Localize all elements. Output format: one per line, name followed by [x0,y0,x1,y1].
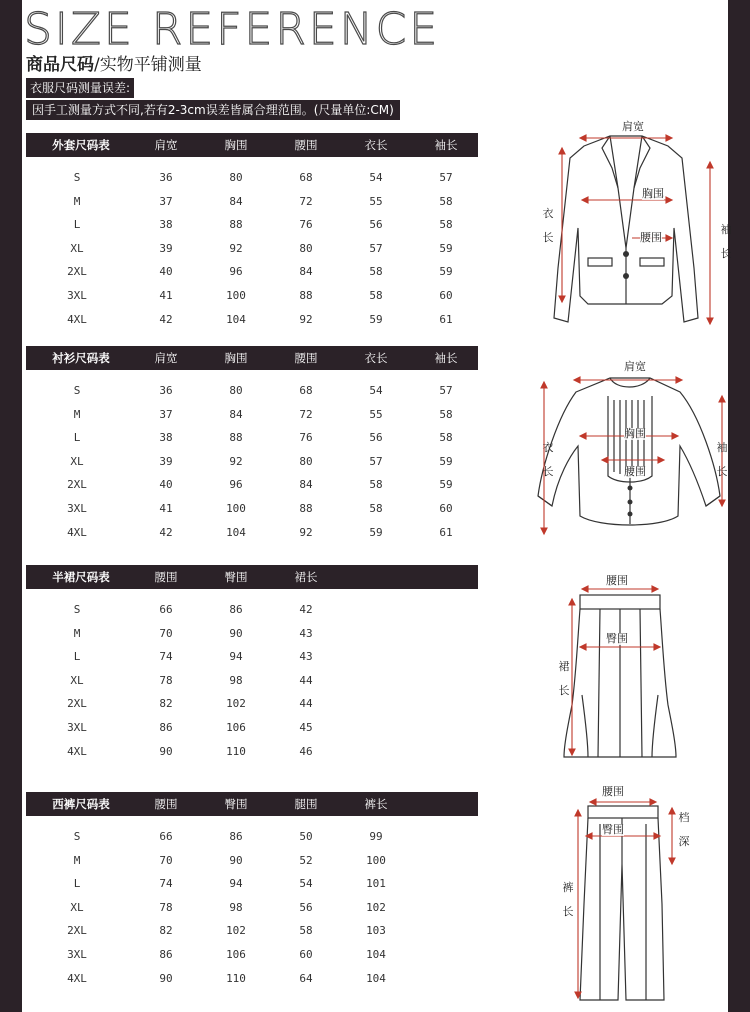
table-cell: 86 [229,603,243,616]
table-spacer [26,157,478,167]
table-cell: 39 [159,454,173,468]
size-label: S [73,603,81,616]
table-cell: 80 [299,454,313,468]
column-header: 臀围 [224,570,248,584]
table-cell: 96 [229,265,243,279]
table-cell: 64 [299,971,313,985]
page-title: SIZE REFERENCE [24,4,441,55]
table-cell: 94 [229,877,243,891]
shirt-figure [520,356,728,546]
table-cell: 104 [226,312,246,326]
note-range: 因手工测量方式不同,若有2-3cm误差皆属合理范围。(尺量单位:CM) [26,100,400,120]
table-cell: 54 [369,384,383,397]
column-header: 袖长 [434,138,458,152]
table-row [26,920,478,944]
skirt-length-label: 裙长 [558,660,570,697]
size-label: L [73,431,81,445]
size-reference-page [22,0,732,1012]
size-label: 2XL [67,478,87,492]
table-row [26,670,478,694]
size-table [26,133,478,332]
table-cell: 106 [226,947,246,961]
table-cell: 98 [229,900,243,914]
table-cell: 110 [226,744,246,758]
size-label: S [73,384,81,397]
table-row [26,191,478,215]
table-cell: 36 [159,384,173,397]
table-row [26,451,478,475]
table-spacer [26,370,478,380]
table-cell: 66 [159,830,173,843]
table-row [26,380,478,404]
jacket-sleeve-label: 袖长 [720,223,732,260]
size-label: S [73,830,81,843]
shirt-chest-label: 胸围 [624,427,646,440]
table-cell: 100 [226,501,246,515]
table-cell: 102 [226,697,246,711]
table-row [26,623,478,647]
table-row [26,717,478,741]
right-frame [728,0,750,1012]
table-cell: 46 [299,744,313,758]
table-cell: 92 [229,241,243,255]
table-row [26,968,478,992]
table-row [26,944,478,968]
table-title: 西裤尺码表 [52,797,110,811]
column-header: 肩宽 [154,138,178,152]
left-frame [0,0,22,1012]
table-cell: 80 [299,241,313,255]
table-cell: 100 [366,853,386,867]
size-label: 2XL [67,697,87,711]
table-cell: 78 [159,673,173,687]
subtitle [26,50,202,75]
size-table [26,792,478,991]
table-cell: 90 [229,626,243,640]
table-cell: 43 [299,650,313,664]
table-cell: 38 [159,218,173,232]
shirt-waist-label: 腰围 [624,465,646,478]
table-cell: 84 [299,265,313,279]
table-cell: 96 [229,478,243,492]
table-cell: 58 [439,431,453,445]
table-row [26,261,478,285]
table-cell: 80 [229,384,243,397]
table-cell: 86 [159,720,173,734]
table-cell: 61 [439,312,453,326]
size-table [26,346,478,545]
size-label: 4XL [67,744,87,758]
table-cell: 104 [366,971,386,985]
column-header: 衣长 [364,138,388,152]
column-header: 袖长 [434,351,458,365]
table-row [26,522,478,546]
table-row [26,646,478,670]
table-cell: 86 [159,947,173,961]
table-cell: 43 [299,626,313,640]
table-cell: 57 [369,241,383,255]
table-cell: 78 [159,900,173,914]
table-cell: 98 [229,673,243,687]
table-cell: 102 [226,924,246,938]
size-label: XL [70,454,84,468]
table-cell: 88 [229,431,243,445]
table-row [26,474,478,498]
column-header: 腿围 [294,797,318,811]
table-cell: 84 [229,194,243,208]
table-cell: 84 [229,407,243,421]
size-label: 4XL [67,525,87,539]
jacket-length-label: 衣长 [542,207,554,244]
size-label: XL [70,241,84,255]
table-cell: 59 [439,478,453,492]
column-header: 臀围 [224,797,248,811]
table-cell: 68 [299,384,313,397]
size-label: 4XL [67,971,87,985]
table-cell: 40 [159,265,173,279]
table-row [26,873,478,897]
table-spacer [26,589,478,599]
table-row [26,826,478,850]
table-cell: 56 [299,900,313,914]
table-row [26,599,478,623]
skirt-hip-label: 臀围 [606,632,628,645]
table-cell: 57 [439,171,453,184]
table-title: 衬衫尺码表 [52,351,110,365]
subtitle-bold: 商品尺码 [26,55,94,75]
table-row [26,309,478,333]
table-cell: 57 [369,454,383,468]
table-cell: 60 [439,501,453,515]
table-row [26,167,478,191]
column-header: 胸围 [224,138,248,152]
size-label: 2XL [67,265,87,279]
table-cell: 104 [226,525,246,539]
table-row [26,897,478,921]
table-cell: 59 [439,241,453,255]
table-row [26,285,478,309]
column-header: 裤长 [364,797,388,811]
table-cell: 50 [299,830,313,843]
table-cell: 68 [299,171,313,184]
table-cell: 88 [229,218,243,232]
pants-hip-label: 臀围 [602,823,624,836]
table-cell: 72 [299,194,313,208]
table-cell: 66 [159,603,173,616]
size-label: XL [70,673,84,687]
table-cell: 58 [439,194,453,208]
table-cell: 110 [226,971,246,985]
table-cell: 59 [369,312,383,326]
table-cell: 88 [299,501,313,515]
table-cell: 70 [159,853,173,867]
column-header: 胸围 [224,351,248,365]
table-cell: 90 [229,853,243,867]
jacket-shoulder-label: 肩宽 [622,120,644,133]
table-cell: 55 [369,407,383,421]
size-label: S [73,171,81,184]
table-spacer [26,816,478,826]
table-row [26,498,478,522]
table-row [26,693,478,717]
skirt-waist-label: 腰围 [606,574,628,587]
jacket-chest-label: 胸围 [642,187,664,200]
table-cell: 54 [369,171,383,184]
pants-rise-label: 档深 [678,811,690,848]
table-cell: 55 [369,194,383,208]
table-cell: 82 [159,697,173,711]
table-row [26,850,478,874]
table-cell: 57 [439,384,453,397]
table-cell: 58 [439,407,453,421]
jacket-figure [522,118,732,333]
subtitle-rest: /实物平铺测量 [94,55,202,75]
size-label: L [73,650,81,664]
table-cell: 61 [439,525,453,539]
table-title: 外套尺码表 [52,138,110,152]
table-cell: 58 [299,924,313,938]
table-cell: 92 [229,454,243,468]
size-label: 3XL [67,288,87,302]
column-header: 腰围 [154,570,178,584]
size-label: M [73,853,81,867]
size-label: 3XL [67,947,87,961]
table-cell: 74 [159,877,173,891]
table-cell: 60 [439,288,453,302]
size-label: 4XL [67,312,87,326]
table-cell: 76 [299,218,313,232]
table-title: 半裙尺码表 [52,570,110,584]
table-cell: 88 [299,288,313,302]
table-cell: 59 [369,525,383,539]
table-cell: 58 [439,218,453,232]
table-cell: 102 [366,900,386,914]
table-cell: 70 [159,626,173,640]
column-header: 衣长 [364,351,388,365]
size-label: 3XL [67,501,87,515]
table-cell: 40 [159,478,173,492]
shirt-length-label: 衣长 [542,441,554,478]
size-label: M [73,407,81,421]
table-cell: 39 [159,241,173,255]
table-row [26,238,478,262]
table-cell: 37 [159,407,173,421]
table-cell: 56 [369,431,383,445]
table-cell: 60 [299,947,313,961]
table-cell: 59 [439,454,453,468]
table-header [26,133,478,157]
table-cell: 82 [159,924,173,938]
column-header: 肩宽 [154,351,178,365]
table-cell: 42 [159,525,173,539]
table-header [26,792,478,816]
size-label: M [73,626,81,640]
table-cell: 58 [369,478,383,492]
table-cell: 92 [299,525,313,539]
pants-length-label: 裤长 [562,881,574,918]
table-cell: 44 [299,697,313,711]
table-cell: 41 [159,501,173,515]
table-cell: 36 [159,171,173,184]
table-cell: 37 [159,194,173,208]
table-cell: 45 [299,720,313,734]
table-cell: 80 [229,171,243,184]
table-cell: 54 [299,877,313,891]
table-cell: 90 [159,744,173,758]
table-cell: 101 [366,877,386,891]
table-row [26,404,478,428]
jacket-waist-label: 腰围 [640,231,662,244]
size-label: XL [70,900,84,914]
table-cell: 59 [439,265,453,279]
table-cell: 72 [299,407,313,421]
table-cell: 56 [369,218,383,232]
table-cell: 100 [226,288,246,302]
table-cell: 94 [229,650,243,664]
table-cell: 58 [369,265,383,279]
column-header: 腰围 [294,351,318,365]
table-row [26,427,478,451]
column-header: 腰围 [154,797,178,811]
size-label: L [73,877,81,891]
table-cell: 44 [299,673,313,687]
note-error: 衣服尺码测量误差: [26,78,134,98]
column-header: 裙长 [294,570,318,584]
table-cell: 86 [229,830,243,843]
table-cell: 92 [299,312,313,326]
table-cell: 106 [226,720,246,734]
shirt-sleeve-label: 袖长 [716,441,728,478]
pants-figure [550,784,700,1006]
table-cell: 90 [159,971,173,985]
table-cell: 58 [369,288,383,302]
table-cell: 103 [366,924,386,938]
size-table [26,565,478,764]
table-cell: 41 [159,288,173,302]
table-cell: 74 [159,650,173,664]
skirt-figure [542,575,682,765]
table-row [26,214,478,238]
table-cell: 52 [299,853,313,867]
table-cell: 42 [299,603,313,616]
table-cell: 38 [159,431,173,445]
size-label: L [73,218,81,232]
size-label: 3XL [67,720,87,734]
table-cell: 99 [369,830,383,843]
column-header: 腰围 [294,138,318,152]
table-cell: 104 [366,947,386,961]
table-cell: 58 [369,501,383,515]
pants-waist-label: 腰围 [602,785,624,798]
size-label: M [73,194,81,208]
table-header [26,565,478,589]
table-cell: 76 [299,431,313,445]
table-cell: 84 [299,478,313,492]
table-header [26,346,478,370]
shirt-shoulder-label: 肩宽 [624,360,646,373]
size-label: 2XL [67,924,87,938]
table-row [26,741,478,765]
table-cell: 42 [159,312,173,326]
